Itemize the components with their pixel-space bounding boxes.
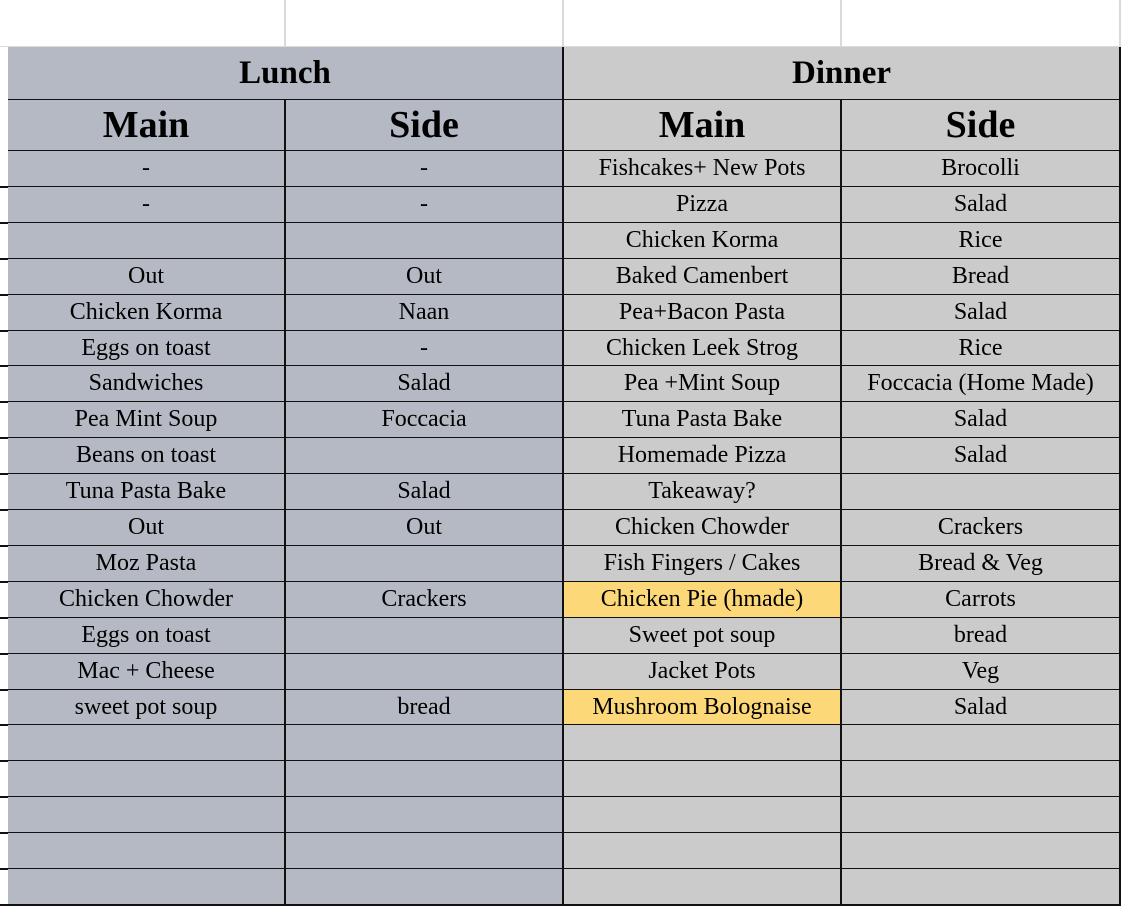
cell-lunch-main[interactable]: Tuna Pasta Bake bbox=[8, 474, 286, 511]
cell-dinner-main[interactable] bbox=[564, 869, 842, 906]
cell-dinner-main[interactable]: Chicken Leek Strog bbox=[564, 331, 842, 367]
cell-dinner-side[interactable] bbox=[842, 869, 1121, 906]
cell-lunch-main[interactable] bbox=[8, 223, 286, 260]
cell-lunch-side[interactable] bbox=[286, 618, 564, 655]
row-divider bbox=[0, 186, 8, 188]
cell-lunch-main[interactable] bbox=[8, 797, 286, 834]
row-divider bbox=[0, 437, 8, 439]
empty-cell[interactable] bbox=[286, 2, 564, 48]
column-header-lunch-side[interactable]: Side bbox=[286, 100, 564, 152]
sheet-margin bbox=[0, 47, 8, 891]
row-divider bbox=[0, 222, 8, 224]
cell-lunch-side[interactable]: bread bbox=[286, 690, 564, 726]
cell-lunch-side[interactable] bbox=[286, 438, 564, 475]
cell-lunch-side[interactable] bbox=[286, 725, 564, 762]
cell-lunch-main[interactable]: Mac + Cheese bbox=[8, 654, 286, 691]
row-divider bbox=[0, 330, 8, 332]
cell-lunch-side[interactable] bbox=[286, 833, 564, 870]
cell-dinner-main[interactable]: Homemade Pizza bbox=[564, 438, 842, 475]
row-divider bbox=[0, 868, 8, 870]
cell-lunch-side[interactable] bbox=[286, 797, 564, 834]
cell-dinner-side[interactable]: Salad bbox=[842, 402, 1121, 439]
cell-lunch-side[interactable]: Salad bbox=[286, 474, 564, 511]
cell-dinner-side[interactable]: bread bbox=[842, 618, 1121, 655]
cell-dinner-side[interactable]: Salad bbox=[842, 438, 1121, 475]
row-divider bbox=[0, 653, 8, 655]
cell-dinner-main[interactable]: Takeaway? bbox=[564, 474, 842, 511]
cell-lunch-side[interactable] bbox=[286, 869, 564, 906]
row-divider bbox=[0, 473, 8, 475]
cell-dinner-main[interactable]: Chicken Chowder bbox=[564, 510, 842, 547]
cell-dinner-main[interactable]: Sweet pot soup bbox=[564, 618, 842, 655]
cell-lunch-main[interactable]: - bbox=[8, 151, 286, 188]
cell-lunch-side[interactable] bbox=[286, 654, 564, 691]
column-header-lunch-main[interactable]: Main bbox=[8, 100, 286, 152]
cell-lunch-side[interactable]: - bbox=[286, 187, 564, 224]
cell-lunch-main[interactable]: Chicken Korma bbox=[8, 295, 286, 332]
cell-dinner-side[interactable] bbox=[842, 474, 1121, 511]
row-divider bbox=[0, 545, 8, 547]
row-divider bbox=[0, 617, 8, 619]
cell-dinner-main[interactable] bbox=[564, 761, 842, 798]
empty-cell[interactable] bbox=[564, 2, 842, 48]
empty-cell[interactable] bbox=[0, 2, 286, 48]
cell-dinner-main[interactable]: Pea +Mint Soup bbox=[564, 366, 842, 403]
cell-dinner-side[interactable]: Salad bbox=[842, 187, 1121, 224]
cell-lunch-main[interactable]: Eggs on toast bbox=[8, 618, 286, 655]
cell-dinner-side[interactable]: Rice bbox=[842, 331, 1121, 367]
row-divider bbox=[0, 760, 8, 762]
cell-lunch-side[interactable] bbox=[286, 546, 564, 583]
cell-lunch-main[interactable] bbox=[8, 869, 286, 906]
cell-dinner-main[interactable] bbox=[564, 725, 842, 762]
cell-dinner-side[interactable] bbox=[842, 797, 1121, 834]
row-divider bbox=[0, 401, 8, 403]
cell-lunch-main[interactable]: Beans on toast bbox=[8, 438, 286, 475]
cell-dinner-main[interactable]: Baked Camenbert bbox=[564, 259, 842, 296]
cell-lunch-side[interactable] bbox=[286, 223, 564, 260]
cell-lunch-main[interactable]: Pea Mint Soup bbox=[8, 402, 286, 439]
cell-lunch-main[interactable]: Chicken Chowder bbox=[8, 582, 286, 619]
row-divider bbox=[0, 724, 8, 726]
row-divider bbox=[0, 365, 8, 367]
cell-lunch-side[interactable]: Salad bbox=[286, 366, 564, 403]
cell-dinner-main[interactable]: Pea+Bacon Pasta bbox=[564, 295, 842, 332]
cell-dinner-side[interactable]: Bread bbox=[842, 259, 1121, 296]
cell-lunch-main[interactable]: Eggs on toast bbox=[8, 331, 286, 367]
row-divider bbox=[0, 832, 8, 834]
cell-dinner-side[interactable]: Salad bbox=[842, 295, 1121, 332]
empty-cell[interactable] bbox=[842, 2, 1121, 48]
cell-dinner-side[interactable]: Brocolli bbox=[842, 151, 1121, 188]
cell-dinner-main[interactable]: Mushroom Bolognaise bbox=[564, 690, 842, 726]
cell-dinner-main[interactable] bbox=[564, 797, 842, 834]
cell-lunch-side[interactable]: Out bbox=[286, 510, 564, 547]
cell-lunch-main[interactable]: Sandwiches bbox=[8, 366, 286, 403]
cell-lunch-main[interactable]: Out bbox=[8, 259, 286, 296]
row-divider bbox=[0, 581, 8, 583]
cell-dinner-main[interactable] bbox=[564, 833, 842, 870]
cell-dinner-side[interactable] bbox=[842, 725, 1121, 762]
cell-dinner-side[interactable]: Bread & Veg bbox=[842, 546, 1121, 583]
row-divider bbox=[0, 689, 8, 691]
cell-dinner-main[interactable]: Chicken Pie (hmade) bbox=[564, 582, 842, 619]
cell-dinner-main[interactable]: Chicken Korma bbox=[564, 223, 842, 260]
cell-lunch-main[interactable] bbox=[8, 833, 286, 870]
column-header-dinner-side[interactable]: Side bbox=[842, 100, 1121, 152]
cell-lunch-main[interactable] bbox=[8, 761, 286, 798]
row-divider bbox=[0, 258, 8, 260]
cell-lunch-side[interactable]: - bbox=[286, 151, 564, 188]
cell-dinner-main[interactable]: Fishcakes+ New Pots bbox=[564, 151, 842, 188]
cell-lunch-side[interactable]: - bbox=[286, 331, 564, 367]
cell-lunch-main[interactable]: - bbox=[8, 187, 286, 224]
row-divider bbox=[0, 796, 8, 798]
group-header-lunch[interactable]: Lunch bbox=[8, 47, 564, 101]
cell-lunch-side[interactable]: Crackers bbox=[286, 582, 564, 619]
cell-lunch-main[interactable]: sweet pot soup bbox=[8, 690, 286, 726]
cell-lunch-main[interactable]: Out bbox=[8, 510, 286, 547]
cell-dinner-side[interactable] bbox=[842, 833, 1121, 870]
cell-dinner-side[interactable]: Rice bbox=[842, 223, 1121, 260]
row-divider bbox=[0, 509, 8, 511]
cell-lunch-side[interactable] bbox=[286, 761, 564, 798]
cell-dinner-main[interactable]: Tuna Pasta Bake bbox=[564, 402, 842, 439]
cell-lunch-side[interactable]: Naan bbox=[286, 295, 564, 332]
cell-dinner-side[interactable]: Carrots bbox=[842, 582, 1121, 619]
cell-dinner-main[interactable]: Pizza bbox=[564, 187, 842, 224]
cell-lunch-main[interactable] bbox=[8, 725, 286, 762]
cell-dinner-side[interactable]: Crackers bbox=[842, 510, 1121, 547]
cell-lunch-side[interactable]: Out bbox=[286, 259, 564, 296]
cell-lunch-side[interactable]: Foccacia bbox=[286, 402, 564, 439]
cell-dinner-main[interactable]: Jacket Pots bbox=[564, 654, 842, 691]
cell-lunch-main[interactable]: Moz Pasta bbox=[8, 546, 286, 583]
cell-dinner-side[interactable]: Foccacia (Home Made) bbox=[842, 366, 1121, 403]
cell-dinner-side[interactable]: Salad bbox=[842, 690, 1121, 726]
cell-dinner-side[interactable] bbox=[842, 761, 1121, 798]
row-divider bbox=[0, 294, 8, 296]
group-header-dinner[interactable]: Dinner bbox=[564, 47, 1121, 101]
cell-dinner-side[interactable]: Veg bbox=[842, 654, 1121, 691]
column-header-dinner-main[interactable]: Main bbox=[564, 100, 842, 152]
cell-dinner-main[interactable]: Fish Fingers / Cakes bbox=[564, 546, 842, 583]
